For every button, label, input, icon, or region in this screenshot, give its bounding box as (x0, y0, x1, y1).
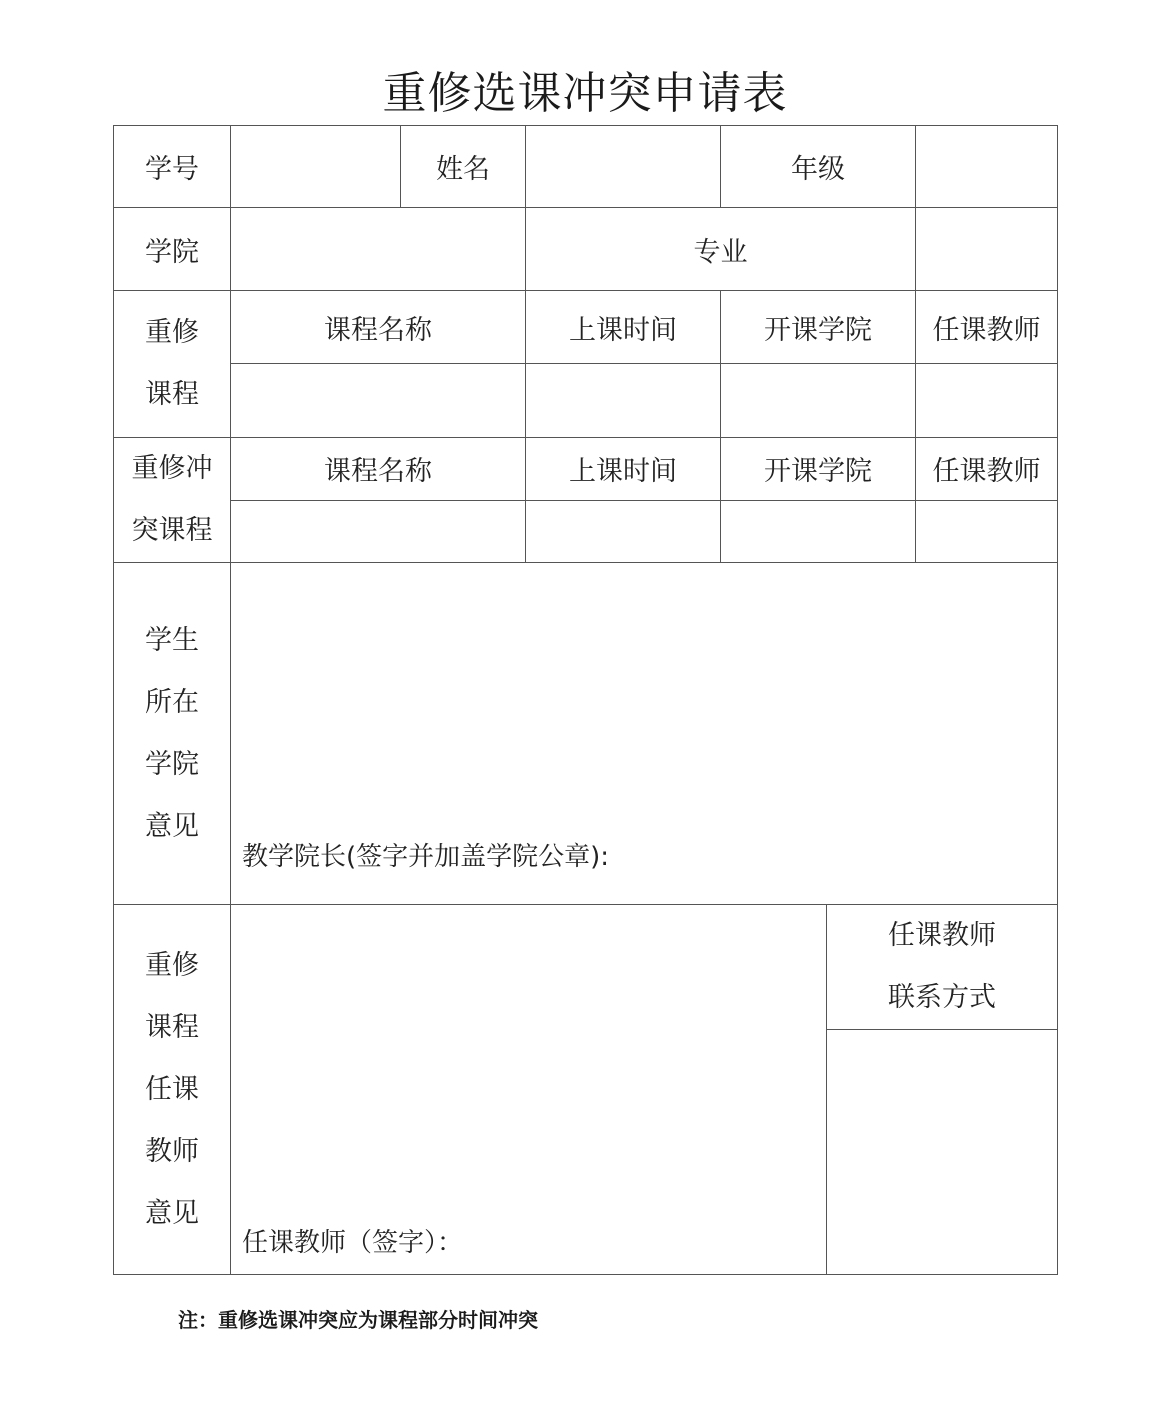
conflict-course-teacher-field[interactable] (916, 500, 1058, 563)
teacher-opinion-field[interactable] (231, 905, 827, 1275)
teacher-opinion-label-line3: 任课 (145, 1073, 199, 1105)
retake-course-college-header: 开课学院 (721, 291, 916, 364)
retake-course-label (114, 291, 231, 438)
retake-course-time-field[interactable] (526, 364, 721, 438)
major-label: 专业 (526, 208, 916, 291)
dean-signature-label: 教学院长(签字并加盖学院公章): (242, 842, 610, 872)
conflict-course-header-row (114, 438, 1058, 501)
retake-course-label-line2: 课程 (145, 379, 199, 410)
retake-course-name-header: 课程名称 (231, 291, 526, 364)
form-title: 重修选课冲突申请表 (382, 68, 788, 119)
conflict-course-name-field[interactable] (231, 500, 526, 563)
retake-course-teacher-field[interactable] (916, 364, 1058, 438)
conflict-course-teacher-header: 任课教师 (916, 438, 1058, 501)
major-field[interactable] (916, 208, 1058, 291)
grade-field[interactable] (916, 126, 1058, 208)
teacher-opinion-label-line1: 重修 (145, 949, 199, 981)
college-opinion-label-line3: 学院 (145, 748, 199, 780)
conflict-course-label (114, 438, 231, 563)
name-field[interactable] (526, 126, 721, 208)
retake-course-label-line1: 重修 (145, 317, 199, 348)
teacher-opinion-label-line5: 意见 (145, 1197, 199, 1229)
teacher-opinion-label-line2: 课程 (145, 1011, 199, 1043)
teacher-contact-label-line2: 联系方式 (888, 982, 996, 1013)
college-opinion-label-line1: 学生 (145, 624, 199, 656)
grade-label: 年级 (721, 126, 916, 208)
teacher-signature-label: 任课教师（签字）： (242, 1228, 464, 1258)
conflict-course-name-header: 课程名称 (231, 438, 526, 501)
teacher-contact-label (827, 905, 1058, 1030)
form-note: 注：重修选课冲突应为课程部分时间冲突 (178, 1308, 538, 1332)
college-field[interactable] (231, 208, 526, 291)
conflict-course-label-line1: 重修冲 (131, 453, 213, 484)
conflict-course-college-field[interactable] (721, 500, 916, 563)
conflict-course-time-header: 上课时间 (526, 438, 721, 501)
college-opinion-label-line2: 所在 (145, 686, 199, 718)
conflict-course-input-row (114, 500, 1058, 563)
teacher-contact-field[interactable] (827, 1030, 1058, 1275)
college-opinion-field[interactable] (231, 563, 1058, 905)
retake-course-time-header: 上课时间 (526, 291, 721, 364)
conflict-course-label-line2: 突课程 (131, 515, 213, 546)
teacher-opinion-label-line4: 教师 (145, 1135, 199, 1167)
conflict-course-college-header: 开课学院 (721, 438, 916, 501)
application-form-table (113, 125, 1058, 1275)
conflict-course-time-field[interactable] (526, 500, 721, 563)
student-id-field[interactable] (231, 126, 401, 208)
basic-info-row (114, 126, 1058, 208)
retake-course-input-row (114, 364, 1058, 438)
teacher-opinion-row-top (114, 905, 1058, 1030)
retake-course-name-field[interactable] (231, 364, 526, 438)
teacher-contact-label-line1: 任课教师 (888, 920, 996, 951)
student-id-label: 学号 (114, 126, 231, 208)
college-label: 学院 (114, 208, 231, 291)
college-opinion-row (114, 563, 1058, 905)
teacher-opinion-label (114, 905, 231, 1275)
college-major-row (114, 208, 1058, 291)
college-opinion-label-line4: 意见 (145, 810, 199, 842)
retake-course-college-field[interactable] (721, 364, 916, 438)
name-label: 姓名 (401, 126, 526, 208)
retake-course-header-row (114, 291, 1058, 364)
college-opinion-label (114, 563, 231, 905)
retake-course-teacher-header: 任课教师 (916, 291, 1058, 364)
